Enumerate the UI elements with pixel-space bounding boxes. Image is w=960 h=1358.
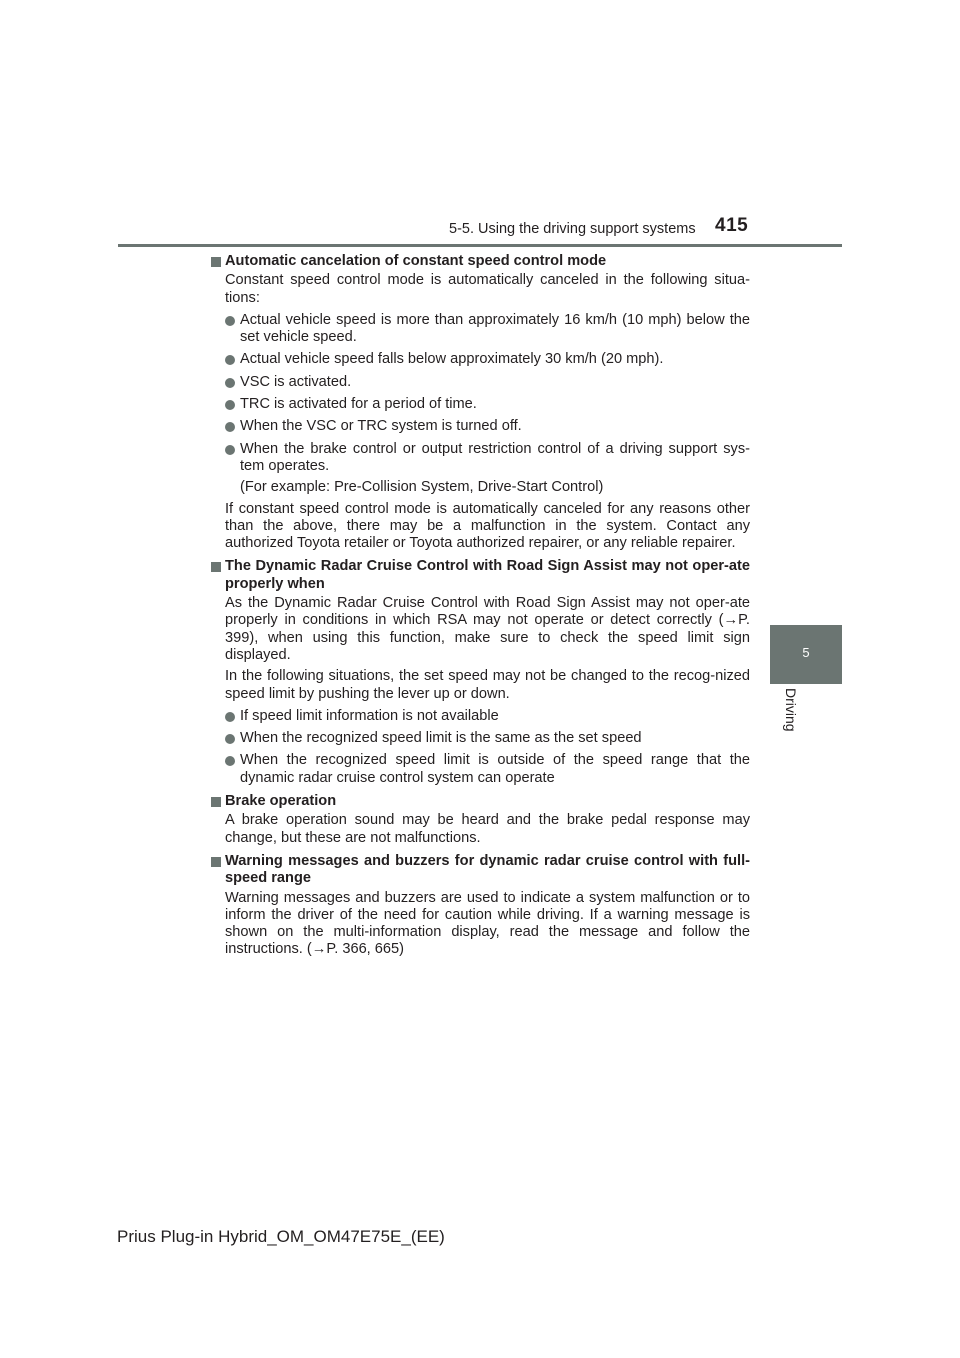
square-bullet-icon: [211, 257, 221, 267]
list-item: VSC is activated.: [210, 374, 750, 391]
paragraph: A brake operation sound may be heard and the brake pedal response may change, but these are not malfunctions.: [225, 812, 750, 846]
list-item: Actual vehicle speed falls below approximately 30 km/h (20 mph).: [210, 351, 750, 368]
list-item: When the recognized speed limit is the same as the set speed: [210, 730, 750, 747]
circle-bullet-icon: [225, 355, 235, 365]
circle-bullet-icon: [225, 756, 235, 766]
chapter-tab: [770, 625, 842, 684]
page-number: 415: [715, 215, 749, 236]
list-item: TRC is activated for a period of time.: [210, 396, 750, 413]
page-footer: Prius Plug-in Hybrid_OM_OM47E75E_(EE): [117, 1227, 445, 1246]
section-heading: Warning messages and buzzers for dynamic radar cruise control with full-speed range: [210, 853, 750, 888]
list-item: When the recognized speed limit is outside of the speed range that the dynamic radar cruise control system can operate: [210, 752, 750, 787]
paragraph: Warning messages and buzzers are used to indicate a system malfunction or to inform the driver of the need for caution while driving. If a warning message is shown on the multi-information display, read the message and follow the instructions. (→P. 366, 665): [225, 889, 750, 958]
paragraph: In the following situations, the set speed may not be changed to the recog-nized speed limit by pushing the lever up or down.: [225, 668, 750, 702]
circle-bullet-icon: [225, 712, 235, 722]
chapter-label-wrapper: [783, 688, 803, 748]
section-heading: Automatic cancelation of constant speed control mode: [210, 253, 750, 270]
list-item: Actual vehicle speed is more than approximately 16 km/h (10 mph) below the set vehicle speed.: [210, 312, 750, 347]
page-content: [210, 253, 750, 959]
list-item: When the VSC or TRC system is turned off.: [210, 418, 750, 435]
square-bullet-icon: [211, 562, 221, 572]
paragraph: As the Dynamic Radar Cruise Control with Road Sign Assist may not oper-ate properly in conditions in which RSA may not operate or detect correctly (→P. 399), when using this function, make sure to check the speed limit sign displayed.: [225, 595, 750, 663]
circle-bullet-icon: [225, 734, 235, 744]
chapter-number: 5: [802, 645, 810, 660]
section-title: 5-5. Using the driving support systems: [449, 221, 696, 237]
example-note: (For example: Pre-Collision System, Drive-Start Control): [240, 479, 604, 496]
square-bullet-icon: [211, 797, 221, 807]
circle-bullet-icon: [225, 445, 235, 455]
list-item: If speed limit information is not available: [210, 708, 750, 725]
paragraph: If constant speed control mode is automatically canceled for any reasons other than the above, there may be a malfunction in the system. Contact any authorized Toyota retailer or Toyota authorized repairer, or any reliable repairer.: [225, 500, 750, 552]
chapter-label: Driving: [783, 688, 799, 732]
header-divider: [118, 244, 842, 247]
circle-bullet-icon: [225, 316, 235, 326]
section-heading: Brake operation: [210, 793, 750, 810]
list-item: When the brake control or output restriction control of a driving support sys-tem operates.: [210, 441, 750, 476]
section-heading: The Dynamic Radar Cruise Control with Road Sign Assist may not oper-ate properly when: [210, 558, 750, 593]
circle-bullet-icon: [225, 422, 235, 432]
paragraph: Constant speed control mode is automatically canceled in the following situa-tions:: [225, 272, 750, 306]
circle-bullet-icon: [225, 378, 235, 388]
circle-bullet-icon: [225, 400, 235, 410]
page-header: [0, 0, 960, 250]
square-bullet-icon: [211, 857, 221, 867]
